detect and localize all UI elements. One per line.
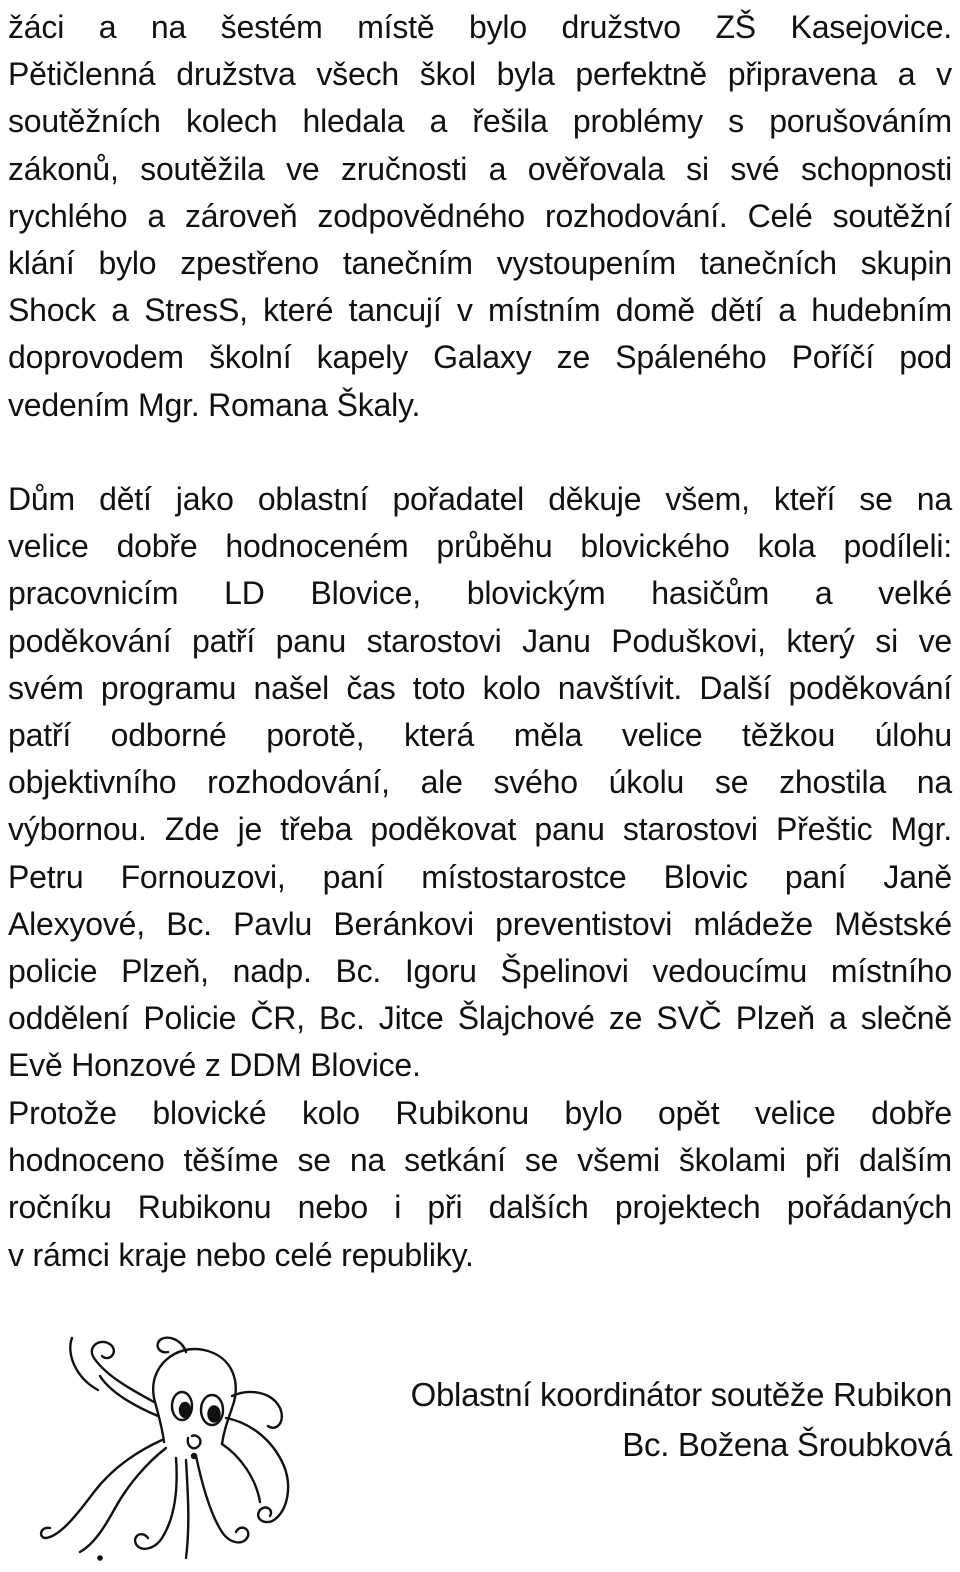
- paragraph-acknowledgements: [8, 476, 952, 1089]
- text-line: doprovodem školní kapely Galaxy ze Spáleného Poříčí pod: [8, 339, 952, 376]
- text-line: soutěžních kolech hledala a řešila problémy s porušováním: [8, 103, 952, 140]
- text-line: svém programu našel čas toto kolo navštívit. Další poděkování: [8, 669, 952, 706]
- text-line: oddělení Policie ČR, Bc. Jitce Šlajchové ze SVČ Plzeň a slečně: [8, 1000, 952, 1037]
- paragraph-closing: [8, 1090, 952, 1279]
- text-line: rychlého a zároveň zodpovědného rozhodování. Celé soutěžní: [8, 197, 952, 234]
- text-line: Petru Fornouzovi, paní místostarostce Blovic paní Janě: [8, 858, 952, 895]
- text-line: v rámci kraje nebo celé republiky.: [8, 1236, 474, 1273]
- text-line: Dům dětí jako oblastní pořadatel děkuje všem, kteří se na: [8, 481, 952, 517]
- text-line: poděkování patří panu starostovi Janu Poduškovi, který si ve: [8, 622, 952, 659]
- paragraph-competition-summary: [8, 4, 952, 429]
- text-line: výbornou. Zde je třeba poděkovat panu starostovi Přeštic Mgr.: [8, 811, 952, 848]
- text-line: vedením Mgr. Romana Škaly.: [8, 386, 421, 423]
- text-line: Protože blovické kolo Rubikonu bylo opět velice dobře: [8, 1095, 952, 1131]
- text-line: žáci a na šestém místě bylo družstvo ZŠ Kasejovice.: [8, 9, 952, 45]
- text-line: policie Plzeň, nadp. Bc. Igoru Špelinovi vedoucímu místního: [8, 952, 952, 989]
- text-line: hodnoceno těšíme se na setkání se všemi školami při dalším: [8, 1142, 952, 1179]
- text-line: Evě Honzové z DDM Blovice.: [8, 1047, 421, 1084]
- octopus-mascot-icon: [36, 1326, 336, 1566]
- text-line: velice dobře hodnoceném průběhu blovického kola podíleli:: [8, 528, 952, 565]
- text-line: Shock a StresS, které tancují v místním domě dětí a hudebním: [8, 292, 952, 329]
- text-line: klání bylo zpestřeno tanečním vystoupením tanečních skupin: [8, 244, 952, 281]
- signature-name: Bc. Božena Šroubková: [622, 1426, 952, 1463]
- text-line: pracovnicím LD Blovice, blovickým hasičům a velké: [8, 575, 952, 612]
- text-line: ročníku Rubikonu nebo i při dalších projektech pořádaných: [8, 1189, 952, 1226]
- text-line: objektivního rozhodování, ale svého úkolu se zhostila na: [8, 764, 952, 801]
- text-line: Pětičlenná družstva všech škol byla perfektně připravena a v: [8, 56, 952, 93]
- text-line: zákonů, soutěžila ve zručnosti a ověřovala si své schopnosti: [8, 150, 952, 187]
- signature-role: Oblastní koordinátor soutěže Rubikon: [410, 1376, 952, 1413]
- text-line: Alexyové, Bc. Pavlu Beránkovi preventistovi mládeže Městské: [8, 905, 952, 942]
- text-line: patří odborné porotě, která měla velice těžkou úlohu: [8, 716, 952, 753]
- signature-block: [411, 1370, 952, 1470]
